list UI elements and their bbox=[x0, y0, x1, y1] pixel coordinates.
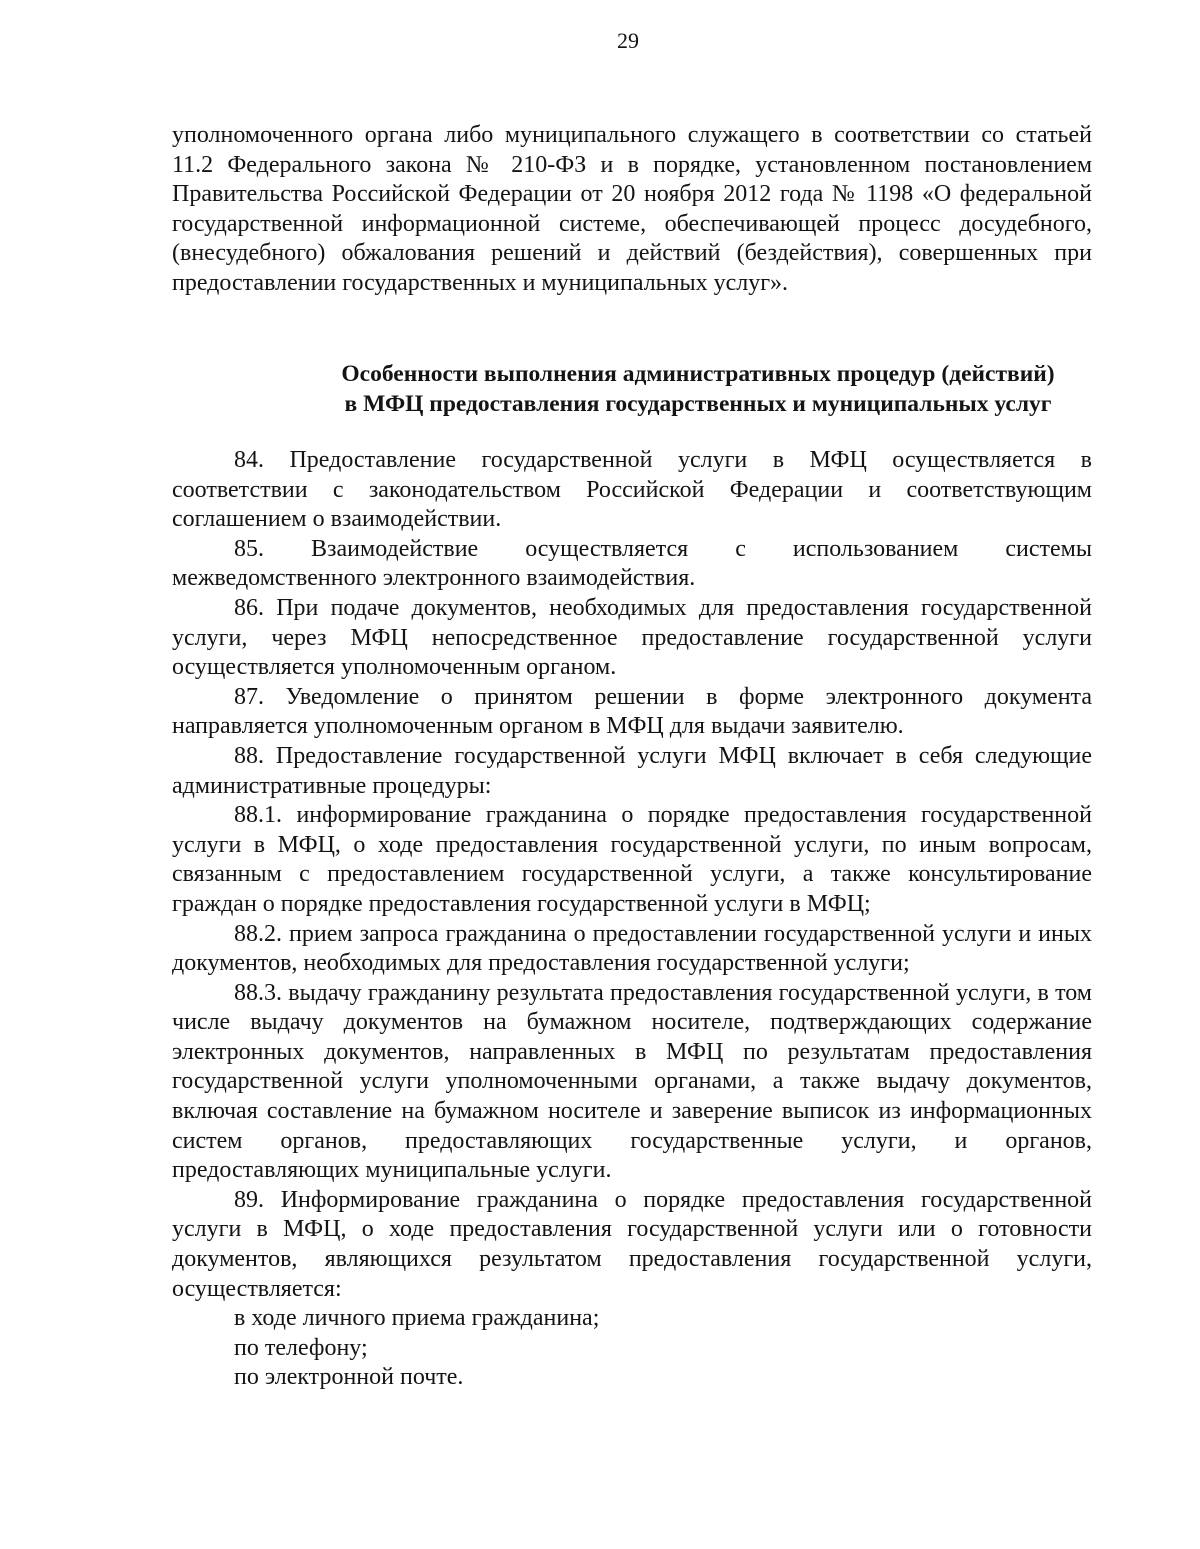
paragraph-86: 86. При подаче документов, необходимых для предоставления государственной услуги, через МФЦ непосредственное предоставление государственной услуги осуществляется уполномоченным органом. bbox=[172, 594, 1092, 681]
intro-paragraph: уполномоченного органа либо муниципального служащего в соответствии со статьей 11.2 Федерального закона № 210-ФЗ и в порядке, установленном постановлением Правительства Российской Федерации от 20 ноября 2012 года № 1198 «О федеральной государственной информационной системе, обеспечивающей процесс досудебного, (внесудебного) обжалования решений и действий (бездействия), совершенных при предоставлении государственных и муниципальных услуг». bbox=[172, 122, 1092, 296]
section-heading-line-2: в МФЦ предоставления государственных и муниципальных услуг bbox=[344, 390, 1052, 417]
intro-block bbox=[172, 121, 1092, 299]
paragraph-84: 84. Предоставление государственной услуги в МФЦ осуществляется в соответствии с законодательством Российской Федерации и соответствующим соглашением о взаимодействии. bbox=[172, 447, 1092, 533]
list-item: по электронной почте. bbox=[234, 1364, 464, 1391]
paragraph-88-3: 88.3. выдачу гражданину результата предоставления государственной услуги, в том числе выдачу документов на бумажном носителе, подтверждающих содержание электронных документов, направленных в МФЦ по результатам предоставления государственной услуги уполномоченными органами, а также выдачу документов, включая составление на бумажном носителе и заверение выписок из информационных систем органов, предоставляющих государственные услуги, и органов, предоставляющих муниципальные услуги. bbox=[172, 979, 1092, 1184]
paragraph-88-1: 88.1. информирование гражданина о порядке предоставления государственной услуги в МФЦ, о ходе предоставления государственной услуги, по иным вопросам, связанным с предоставлением государственной услуги, а также консультирование граждан о порядке предоставления государственной услуги в МФЦ; bbox=[172, 802, 1092, 917]
paragraph-85: 85. Взаимодействие осуществляется с использованием системы межведомственного электронного взаимодействия. bbox=[172, 535, 1092, 592]
paragraph-89: 89. Информирование гражданина о порядке предоставления государственной услуги в МФЦ, о ходе предоставления государственной услуги или о готовности документов, являющихся результатом предоставления государственной услуги, осуществляется: bbox=[172, 1186, 1092, 1302]
list-item: по телефону; bbox=[234, 1334, 368, 1361]
section-heading-line-1: Особенности выполнения административных процедур (действий) bbox=[341, 361, 1055, 387]
section-heading bbox=[172, 360, 1200, 419]
paragraph-87: 87. Уведомление о принятом решении в форме электронного документа направляется уполномоченным органом в МФЦ для выдачи заявителю. bbox=[172, 683, 1092, 740]
list-item: в ходе личного приема гражданина; bbox=[234, 1305, 600, 1332]
paragraph-88-2: 88.2. прием запроса гражданина о предоставлении государственной услуги и иных документов, необходимых для предоставления государственной услуги; bbox=[172, 920, 1092, 977]
body-block bbox=[172, 446, 1092, 1393]
page-number: 29 bbox=[617, 28, 639, 53]
paragraph-88: 88. Предоставление государственной услуги МФЦ включает в себя следующие административные процедуры: bbox=[172, 742, 1092, 799]
